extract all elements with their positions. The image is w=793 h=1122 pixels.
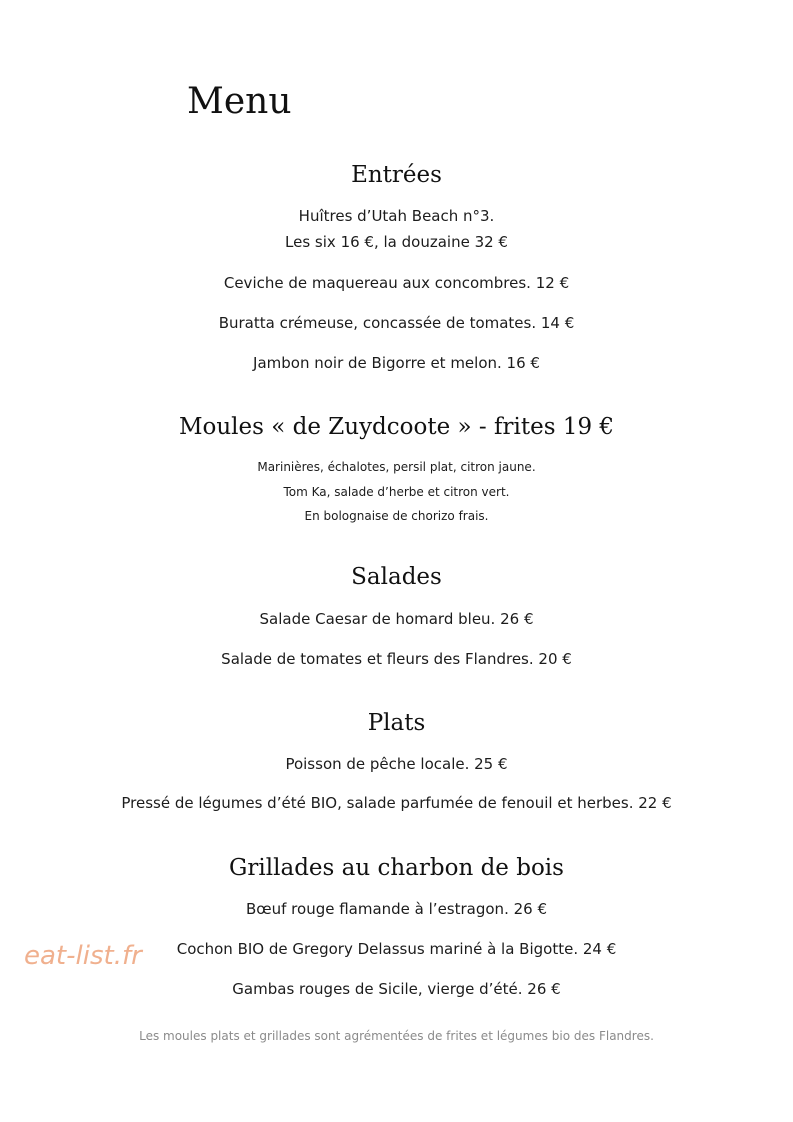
menu-item: En bolognaise de chorizo frais.	[304, 509, 489, 523]
menu-item: Pressé de légumes d’été BIO, salade parfumée de fenouil et herbes. 22 €	[121, 794, 672, 812]
menu-item: Gambas rouges de Sicile, vierge d’été. 26 €	[232, 980, 561, 998]
menu-item: Les six 16 €, la douzaine 32 €	[285, 233, 508, 251]
menu-item: Bœuf rouge flamande à l’estragon. 26 €	[245, 900, 548, 918]
menu-item: Marinières, échalotes, persil plat, citron jaune.	[257, 460, 536, 474]
menu-item: Tom Ka, salade d’herbe et citron vert.	[283, 485, 510, 499]
section-heading-entrees: Entrées	[351, 162, 442, 188]
section-heading-moules: Moules « de Zuydcoote » - frites 19 €	[178, 414, 615, 440]
menu-title: Menu	[187, 81, 292, 122]
menu-item: Salade Caesar de homard bleu. 26 €	[259, 610, 534, 628]
menu-item: Huîtres d’Utah Beach n°3.	[298, 207, 495, 225]
menu-item: Ceviche de maquereau aux concombres. 12 €	[223, 274, 570, 292]
menu-item: Salade de tomates et fleurs des Flandres. 20 €	[221, 650, 572, 668]
footnote: Les moules plats et grillades sont agrémentées de frites et légumes bio des Flandres.	[139, 1029, 654, 1043]
section-heading-salades: Salades	[351, 564, 442, 590]
menu-item: Poisson de pêche locale. 25 €	[285, 755, 508, 773]
section-heading-plats: Plats	[367, 710, 426, 736]
menu-item: Jambon noir de Bigorre et melon. 16 €	[253, 354, 540, 372]
section-heading-grillades: Grillades au charbon de bois	[229, 855, 564, 881]
menu-item: Cochon BIO de Gregory Delassus mariné à la Bigotte. 24 €	[176, 940, 617, 958]
watermark: eat-list.fr	[24, 941, 142, 971]
menu-item: Buratta crémeuse, concassée de tomates. 14 €	[218, 314, 575, 332]
